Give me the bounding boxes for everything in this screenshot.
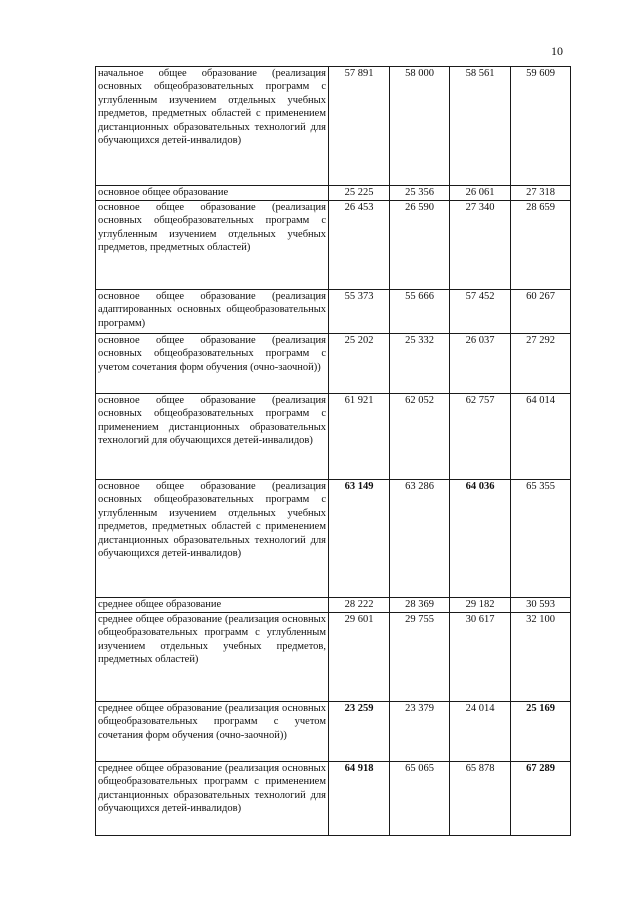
value-cell: 26 590 xyxy=(390,201,450,290)
table-row xyxy=(96,702,571,762)
value-cell: 24 014 xyxy=(450,702,511,762)
value-cell: 28 659 xyxy=(511,201,571,290)
value-cell: 26 037 xyxy=(450,334,511,394)
value-cell: 29 755 xyxy=(390,613,450,702)
value-cell: 32 100 xyxy=(511,613,571,702)
page-number: 10 xyxy=(551,44,563,58)
value-cell: 27 292 xyxy=(511,334,571,394)
table-row xyxy=(96,762,571,836)
value-cell: 55 666 xyxy=(390,290,450,334)
value-cell: 23 379 xyxy=(390,702,450,762)
row-label: основное общее образование (реализация основных общеобразовательных программ с углубленным изучением отдельных учебных предметов, предметных областей) xyxy=(96,201,329,290)
table-row xyxy=(96,334,571,394)
row-label: среднее общее образование xyxy=(96,598,329,613)
table-row xyxy=(96,67,571,186)
value-cell: 64 918 xyxy=(329,762,390,836)
table-row xyxy=(96,186,571,201)
value-cell: 65 355 xyxy=(511,480,571,598)
value-cell: 30 617 xyxy=(450,613,511,702)
value-cell: 57 891 xyxy=(329,67,390,186)
row-label: основное общее образование (реализация основных общеобразовательных программ с учетом сочетания форм обучения (очно-заочной)) xyxy=(96,334,329,394)
row-label: основное общее образование (реализация основных общеобразовательных программ с применением дистанционных образовательных технологий для обучающихся детей-инвалидов) xyxy=(96,394,329,480)
value-cell: 62 757 xyxy=(450,394,511,480)
table-row xyxy=(96,290,571,334)
table-row xyxy=(96,394,571,480)
value-cell: 23 259 xyxy=(329,702,390,762)
value-cell: 63 286 xyxy=(390,480,450,598)
value-cell: 60 267 xyxy=(511,290,571,334)
value-cell: 67 289 xyxy=(511,762,571,836)
row-label: основное общее образование (реализация адаптированных основных общеобразовательных программ) xyxy=(96,290,329,334)
row-label: среднее общее образование (реализация основных общеобразовательных программ с применением дистанционных образовательных технологий для обучающихся детей-инвалидов) xyxy=(96,762,329,836)
value-cell: 25 332 xyxy=(390,334,450,394)
value-cell: 63 149 xyxy=(329,480,390,598)
value-cell: 65 065 xyxy=(390,762,450,836)
table-row xyxy=(96,598,571,613)
value-cell: 58 561 xyxy=(450,67,511,186)
table-row xyxy=(96,613,571,702)
row-label: основное общее образование xyxy=(96,186,329,201)
value-cell: 64 036 xyxy=(450,480,511,598)
row-label: основное общее образование (реализация основных общеобразовательных программ с углубленным изучением отдельных учебных предметов, предметных областей с применением дистанционных образовательных технологий для обучающихся детей-инвалидов) xyxy=(96,480,329,598)
value-cell: 55 373 xyxy=(329,290,390,334)
value-cell: 26 453 xyxy=(329,201,390,290)
value-cell: 27 340 xyxy=(450,201,511,290)
value-cell: 27 318 xyxy=(511,186,571,201)
value-cell: 25 202 xyxy=(329,334,390,394)
value-cell: 25 169 xyxy=(511,702,571,762)
value-cell: 29 182 xyxy=(450,598,511,613)
value-cell: 62 052 xyxy=(390,394,450,480)
row-label: среднее общее образование (реализация основных общеобразовательных программ с углубленным изучением отдельных учебных предметов, предметных областей) xyxy=(96,613,329,702)
value-cell: 28 222 xyxy=(329,598,390,613)
value-cell: 61 921 xyxy=(329,394,390,480)
row-label: начальное общее образование (реализация основных общеобразовательных программ с углубленным изучением отдельных учебных предметов, предметных областей с применением дистанционных образовательных технологий для обучающихся детей-инвалидов) xyxy=(96,67,329,186)
row-label: среднее общее образование (реализация основных общеобразовательных программ с учетом сочетания форм обучения (очно-заочной)) xyxy=(96,702,329,762)
value-cell: 26 061 xyxy=(450,186,511,201)
value-cell: 25 225 xyxy=(329,186,390,201)
funding-table xyxy=(95,66,571,836)
value-cell: 58 000 xyxy=(390,67,450,186)
value-cell: 57 452 xyxy=(450,290,511,334)
value-cell: 65 878 xyxy=(450,762,511,836)
value-cell: 25 356 xyxy=(390,186,450,201)
value-cell: 28 369 xyxy=(390,598,450,613)
table-row xyxy=(96,480,571,598)
value-cell: 59 609 xyxy=(511,67,571,186)
value-cell: 29 601 xyxy=(329,613,390,702)
table-row xyxy=(96,201,571,290)
value-cell: 64 014 xyxy=(511,394,571,480)
value-cell: 30 593 xyxy=(511,598,571,613)
